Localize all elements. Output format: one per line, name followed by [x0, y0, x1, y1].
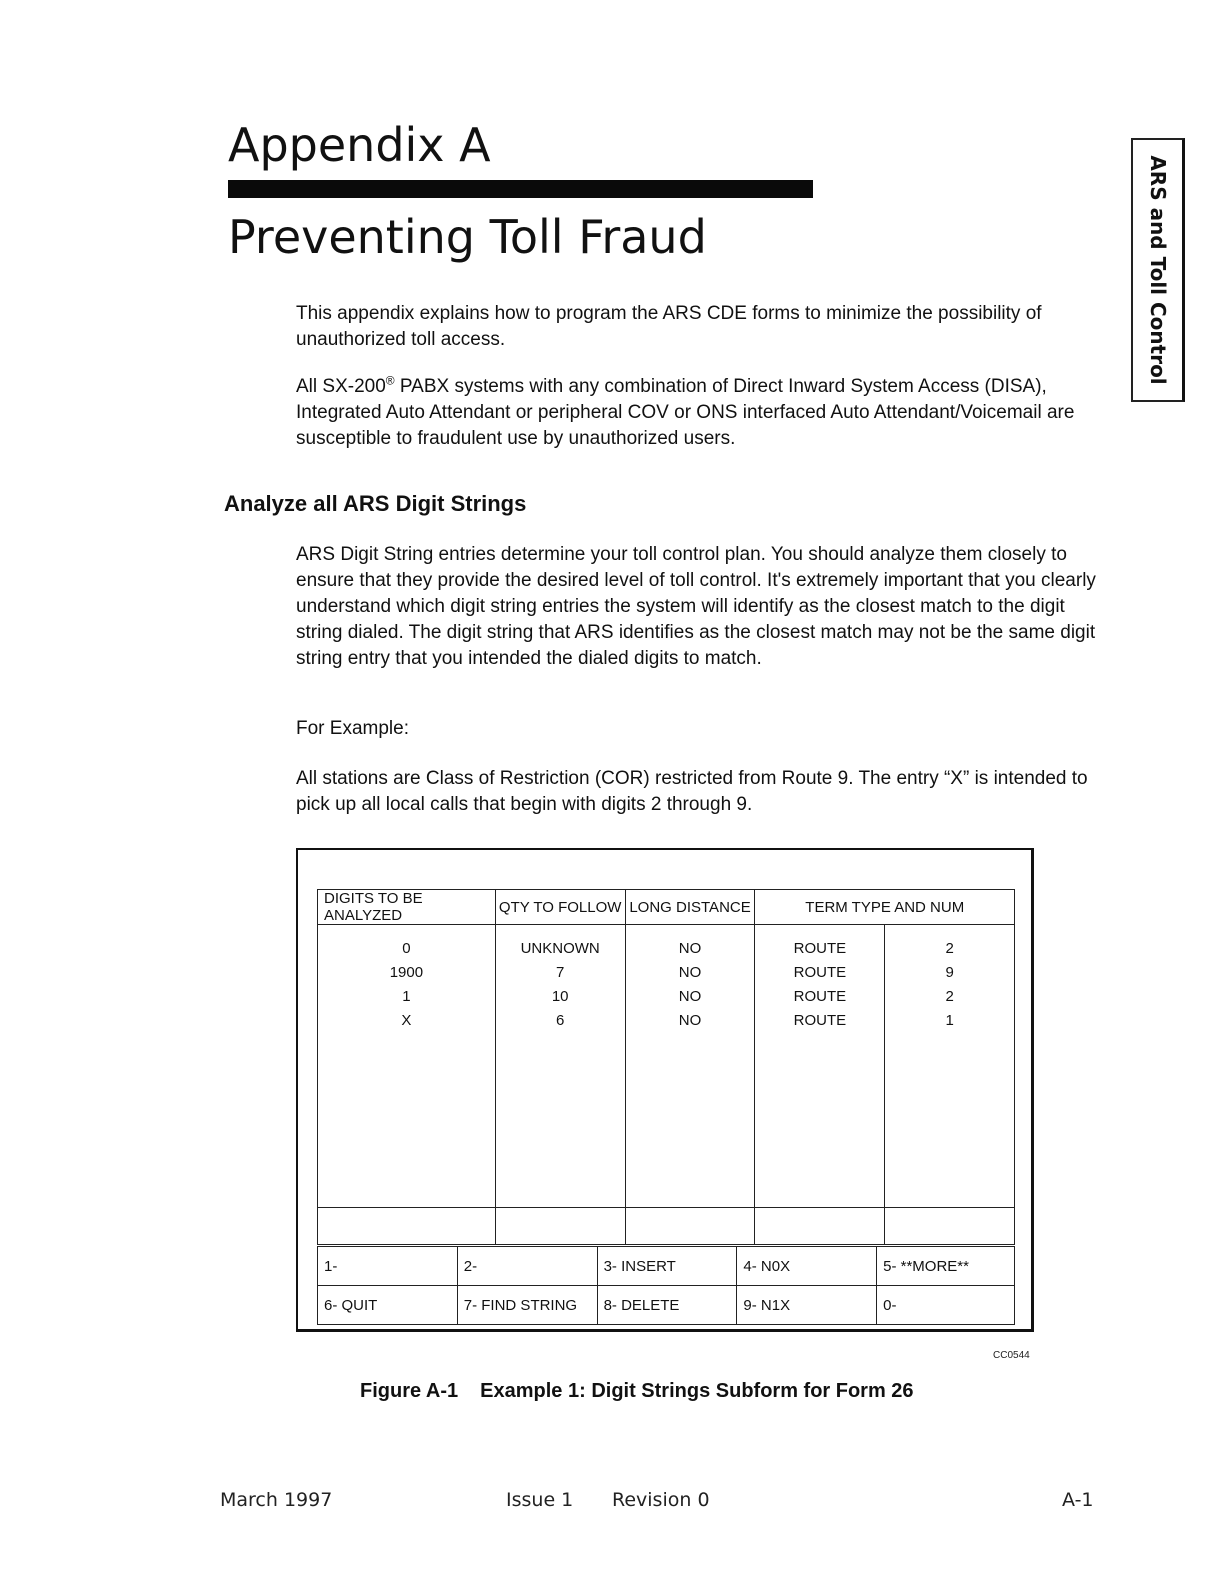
term-type-cell: ROUTE	[793, 940, 847, 957]
registered-mark: ®	[385, 373, 395, 388]
section-paragraph-3: All stations are Class of Restriction (COR) restricted from Route 9. The entry “X” is intended to pick up all local calls that begin with digits 2 through 9.	[296, 768, 1088, 815]
page-title: Preventing Toll Fraud	[228, 210, 707, 264]
softkey-table	[317, 1246, 1015, 1325]
softkey-quit: 6- QUIT	[318, 1286, 458, 1325]
entry-cell	[885, 1208, 1015, 1245]
qty-cell: UNKNOWN	[520, 940, 600, 957]
qty-cell: 6	[556, 1012, 565, 1029]
column-term-type	[755, 925, 885, 1208]
intro-paragraph-2	[296, 374, 1116, 452]
digits-cell: X	[401, 1012, 412, 1029]
term-num-cell: 2	[945, 988, 954, 1005]
column-long-distance	[625, 925, 755, 1208]
digits-cell: 0	[402, 940, 411, 957]
digits-cell: 1	[402, 988, 411, 1005]
footer-issue: Issue 1	[506, 1489, 574, 1511]
entry-cell	[495, 1208, 625, 1245]
softkey-delete: 8- DELETE	[597, 1286, 737, 1325]
entry-cell	[625, 1208, 755, 1245]
softkey-n1x: 9- N1X	[737, 1286, 877, 1325]
chapter-label: Appendix A	[228, 118, 491, 172]
softkey-find-string: 7- FIND STRING	[457, 1286, 597, 1325]
long-distance-cell: NO	[678, 964, 702, 981]
intro-paragraph-2-rest: PABX systems with any combination of Direct Inward System Access (DISA), Integrated Auto Attendant or peripheral COV or ONS interfaced Auto Attendant/Voicemail are susceptible to fraudulent use by unauthorized users.	[296, 376, 1075, 449]
term-type-cell: ROUTE	[793, 988, 847, 1005]
digits-cell: 1900	[389, 964, 424, 981]
entry-cell	[318, 1208, 496, 1245]
entry-row	[318, 1208, 1015, 1245]
section-heading: Analyze all ARS Digit Strings	[224, 491, 527, 516]
qty-cell: 7	[556, 964, 565, 981]
softkey-row-1	[318, 1247, 1015, 1286]
term-num-cell: 1	[945, 1012, 954, 1029]
header-long-distance: LONG DISTANCE	[625, 890, 755, 925]
term-type-cell: ROUTE	[793, 1012, 847, 1029]
header-digits: DIGITS TO BE ANALYZED	[318, 890, 496, 925]
intro-paragraph-2-start: All SX-200	[296, 376, 386, 397]
header-qty: QTY TO FOLLOW	[495, 890, 625, 925]
column-digits	[318, 925, 496, 1208]
softkey-0: 0-	[877, 1286, 1015, 1325]
long-distance-cell: NO	[678, 1012, 702, 1029]
softkey-n0x: 4- N0X	[737, 1247, 877, 1286]
term-num-cell: 2	[945, 940, 954, 957]
figure-code: CC0544	[993, 1350, 1030, 1361]
footer-page-number: A-1	[1062, 1489, 1094, 1511]
softkey-more: 5- **MORE**	[877, 1247, 1015, 1286]
section-paragraph-2: For Example:	[296, 718, 409, 739]
side-tab	[1131, 138, 1185, 402]
softkey-row-2	[318, 1286, 1015, 1325]
term-num-cell: 9	[945, 964, 954, 981]
figure-caption-text: Example 1: Digit Strings Subform for Form 26	[480, 1380, 914, 1402]
softkey-insert: 3- INSERT	[597, 1247, 737, 1286]
table-data-row	[318, 925, 1015, 1208]
title-rule	[228, 180, 813, 198]
digit-strings-table	[317, 889, 1015, 1245]
softkey-2: 2-	[457, 1247, 597, 1286]
footer-date: March 1997	[220, 1489, 333, 1511]
figure-number: Figure A-1	[360, 1380, 459, 1402]
header-term-type: TERM TYPE AND NUM	[755, 890, 1015, 925]
softkey-1: 1-	[318, 1247, 458, 1286]
column-qty	[495, 925, 625, 1208]
column-term-num	[885, 925, 1015, 1208]
side-tab-label: ARS and Toll Control	[1145, 155, 1170, 385]
figure-caption	[360, 1380, 914, 1403]
long-distance-cell: NO	[678, 988, 702, 1005]
footer-revision: Revision 0	[612, 1489, 710, 1511]
section-paragraph-1: ARS Digit String entries determine your toll control plan. You should analyze them closely to ensure that they provide the desired level of toll control. It's extremely important that you clearly understand which digit string entries the system will identify as the closest match to the digit string dialed. The digit string that ARS identifies as the closest match may not be the same digit string entry that you intended the dialed digits to match.	[296, 544, 1096, 669]
qty-cell: 10	[551, 988, 569, 1005]
entry-cell	[755, 1208, 885, 1245]
intro-paragraph-1: This appendix explains how to program the ARS CDE forms to minimize the possibility of unauthorized toll access.	[296, 303, 1042, 350]
long-distance-cell: NO	[678, 940, 702, 957]
table-header-row	[318, 890, 1015, 925]
term-type-cell: ROUTE	[793, 964, 847, 981]
